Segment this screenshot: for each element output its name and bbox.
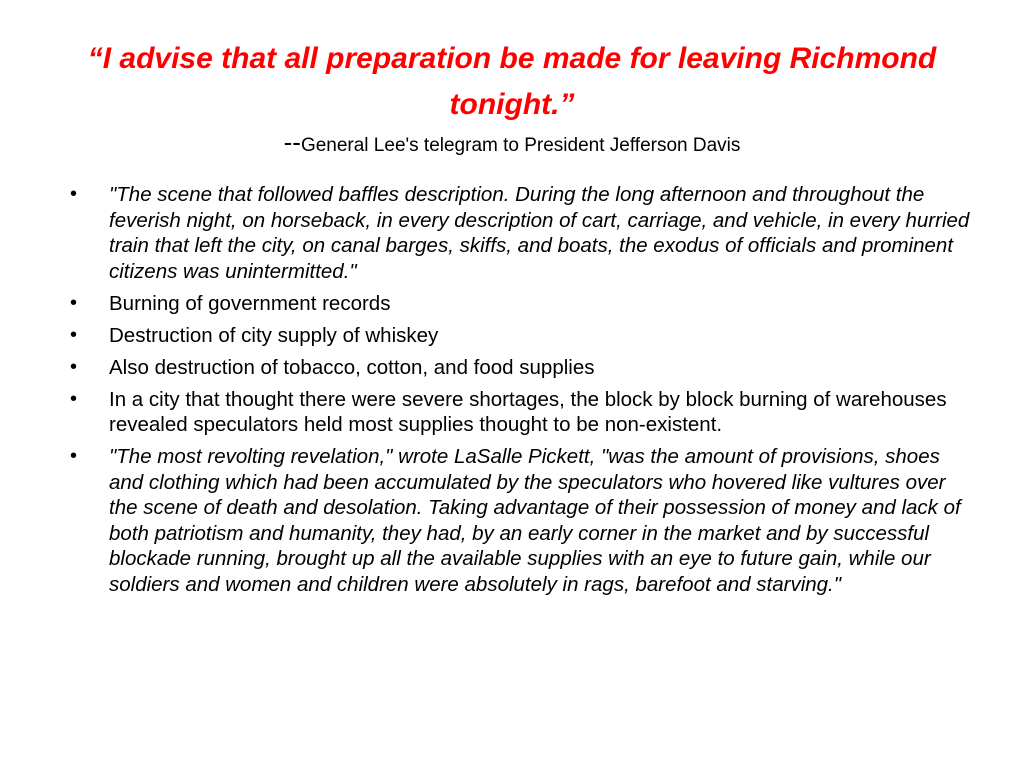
bullet-icon: • bbox=[70, 183, 78, 205]
bullet-text: "The most revolting revelation," wrote LaSalle Pickett, "was the amount of provisions, shoes and clothing which had been accumulated by the speculators who hovered like vultures over the scene of death and desolation. Taking advantage of their possession of money and lack of both patriotism and humanity, they had, by an early corner in the market and by successful blockade running, brought up all the available supplies with an eye to future gain, while our soldiers and women and children were absolutely in rags, barefoot and starving." bbox=[109, 445, 961, 596]
bullet-icon: • bbox=[70, 355, 78, 378]
bullet-item-supplies bbox=[70, 355, 970, 381]
title-block bbox=[60, 36, 964, 161]
bullet-icon: • bbox=[70, 387, 78, 410]
bullet-text: Destruction of city supply of whiskey bbox=[109, 323, 439, 347]
bullet-icon: • bbox=[70, 323, 78, 346]
bullet-item-exodus-quote bbox=[70, 182, 970, 284]
bullet-icon: • bbox=[70, 291, 78, 314]
bullet-item-records bbox=[70, 291, 970, 317]
bullet-list bbox=[70, 182, 970, 604]
bullet-text: Also destruction of tobacco, cotton, and food supplies bbox=[109, 355, 595, 379]
attribution-text: General Lee's telegram to President Jefferson Davis bbox=[300, 135, 741, 156]
title-quote: “I advise that all preparation be made for leaving Richmond tonight.” bbox=[87, 42, 937, 121]
attribution-dashes: -- bbox=[283, 127, 301, 157]
bullet-item-speculators bbox=[70, 387, 970, 438]
bullet-text: "The scene that followed baffles description. During the long afternoon and throughout the feverish night, on horseback, in every description of cart, carriage, and vehicle, in every hurried train that left the city, on canal barges, skiffs, and boats, the exodus of officials and prominent citizens was unintermitted." bbox=[109, 183, 970, 283]
bullet-item-whiskey bbox=[70, 323, 970, 349]
bullet-text: Burning of government records bbox=[109, 291, 391, 315]
bullet-icon: • bbox=[70, 445, 78, 467]
bullet-text: In a city that thought there were severe shortages, the block by block burning of warehouses revealed speculators held most supplies thought to be non-existent. bbox=[109, 387, 947, 436]
bullet-item-pickett-quote bbox=[70, 444, 970, 597]
attribution bbox=[60, 128, 964, 161]
